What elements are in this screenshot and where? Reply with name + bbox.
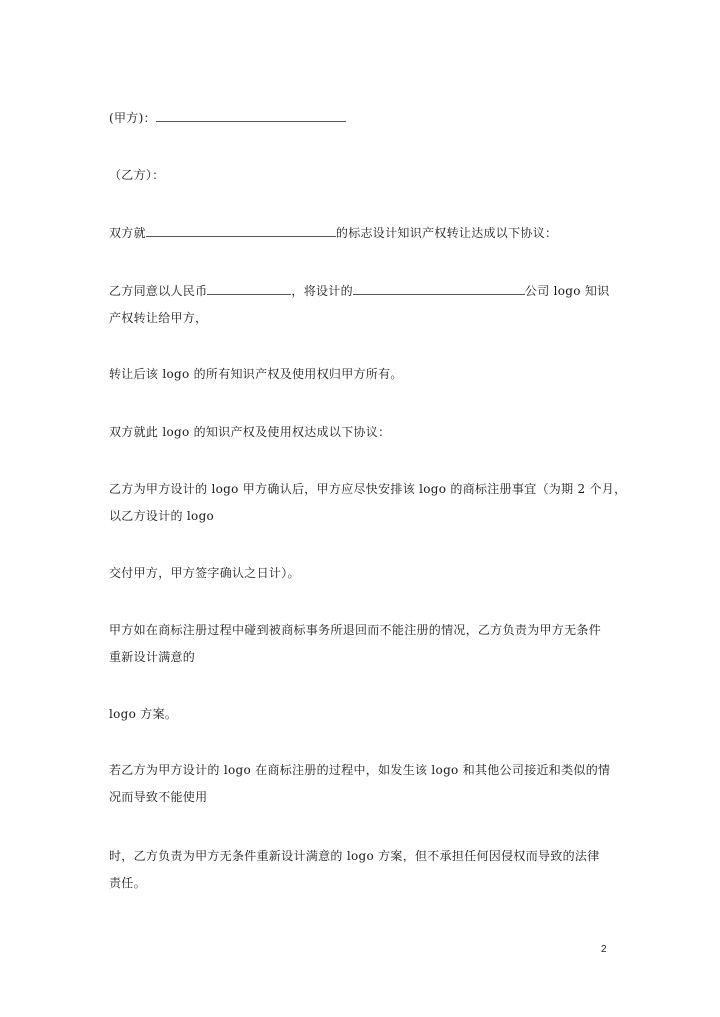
subject-blank <box>146 226 336 237</box>
paragraph-text: 双方就 <box>109 226 146 240</box>
paragraph-text: 以乙方设计的 logo <box>109 509 215 523</box>
paragraph-registration-line-1 <box>109 481 629 497</box>
paragraph-text: 甲方如在商标注册过程中碰到被商标事务所退回而不能注册的情况，乙方负责为甲方无条件 <box>109 623 602 637</box>
paragraph-liability-line-1 <box>109 848 629 864</box>
amount-blank <box>207 284 291 295</box>
paragraph-liability-line-2 <box>109 875 629 891</box>
page-number: 2 <box>601 944 607 955</box>
paragraph-text: 双方就此 logo 的知识产权及使用权达成以下协议： <box>109 425 391 439</box>
party-a-blank <box>156 111 346 122</box>
paragraph-text: 转让后该 logo 的所有知识产权及使用权归甲方所有。 <box>109 367 403 381</box>
paragraph-text: 责任。 <box>109 876 146 890</box>
party-a-label: (甲方)： <box>109 111 156 125</box>
paragraph-text: 交付甲方，甲方签字确认之日计）。 <box>109 566 300 580</box>
paragraph-ownership <box>109 366 629 382</box>
party-b-label: （乙方）： <box>109 168 165 182</box>
paragraph-subject <box>109 225 629 241</box>
paragraph-logo-plan <box>109 706 629 722</box>
party-a-line <box>109 110 629 126</box>
paragraph-text: 公司 logo 知识 <box>524 284 610 298</box>
paragraph-agreement <box>109 424 629 440</box>
paragraph-text: 乙方同意以人民币 <box>109 284 208 298</box>
paragraph-similarity-line-1 <box>109 762 629 778</box>
paragraph-delivery <box>109 565 629 581</box>
paragraph-payment-line-1 <box>109 283 629 299</box>
paragraph-redesign-line-2 <box>109 649 629 665</box>
paragraph-similarity-line-2 <box>109 789 629 805</box>
paragraph-text: 况而导致不能使用 <box>109 790 208 804</box>
paragraph-text: 若乙方为甲方设计的 logo 在商标注册的过程中，如发生该 logo 和其他公司接近和类似的情 <box>109 763 611 777</box>
company-blank <box>353 284 525 295</box>
party-b-line <box>109 167 629 183</box>
paragraph-text: logo 方案。 <box>109 707 178 721</box>
paragraph-text: 重新设计满意的 <box>109 650 196 664</box>
paragraph-text: 时，乙方负责为甲方无条件重新设计满意的 logo 方案，但不承担任何因侵权而导致的法律 <box>109 849 600 863</box>
paragraph-text: 的标志设计知识产权转让达成以下协议： <box>335 226 558 240</box>
paragraph-redesign-line-1 <box>109 622 629 638</box>
paragraph-registration-line-2 <box>109 508 629 524</box>
paragraph-text: 产权转让给甲方， <box>109 311 208 325</box>
paragraph-payment-line-2 <box>109 310 629 326</box>
paragraph-text: ，将设计的 <box>291 284 353 298</box>
paragraph-text: 乙方为甲方设计的 logo 甲方确认后，甲方应尽快安排该 logo 的商标注册事宜（为期 2 个月， <box>109 482 627 496</box>
